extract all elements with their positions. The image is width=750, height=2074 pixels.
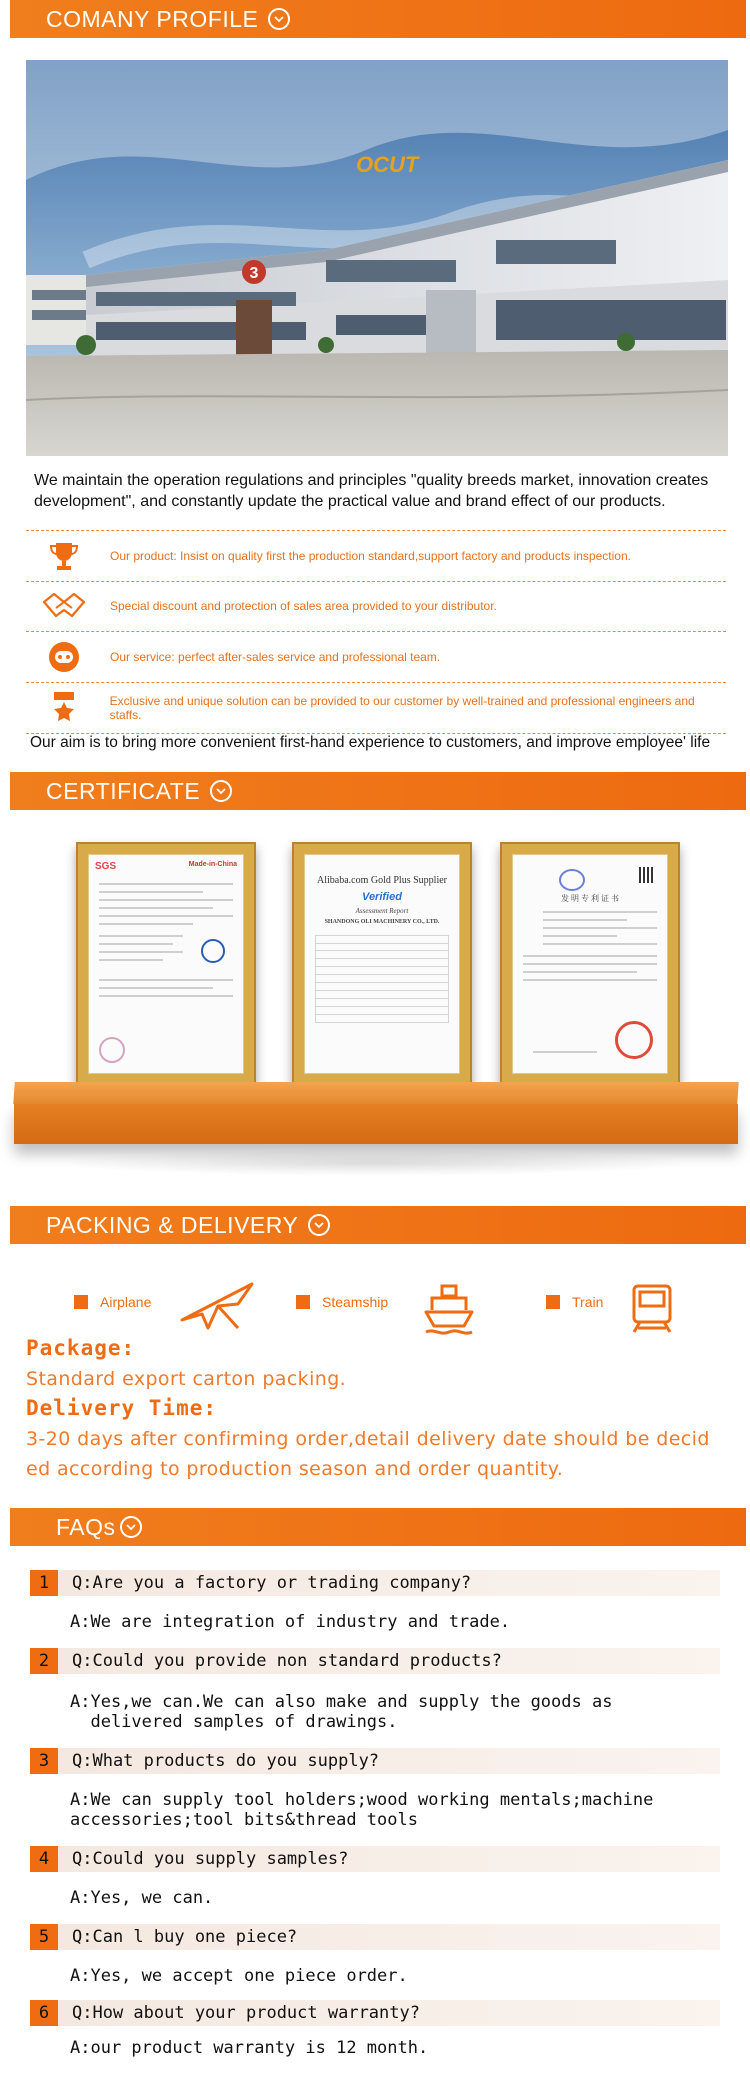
made-in-china-logo: Made-in-China (188, 861, 237, 868)
mode-label: Airplane (100, 1294, 152, 1310)
airplane-icon (178, 1280, 256, 1334)
faq-question[interactable] (30, 1924, 720, 1950)
sgs-logo: SGS (95, 861, 117, 872)
patent-title: 发 明 专 利 证 书 (561, 894, 619, 903)
bullet-square (546, 1295, 560, 1309)
certificate-header (10, 772, 746, 810)
handshake-icon (36, 586, 92, 626)
chevron-down-icon[interactable] (308, 1214, 330, 1236)
mode-label: Steamship (322, 1294, 389, 1310)
trophy-icon (36, 536, 92, 576)
chevron-down-icon[interactable] (268, 8, 290, 30)
faq-answer-line: A:Yes,we can.We can also make and supply the goods as (70, 1692, 613, 1712)
certificate-shelf (14, 820, 738, 1190)
assessment-title: Assessment Report (355, 907, 409, 915)
ship-icon (424, 1282, 474, 1336)
feature-row (26, 581, 726, 632)
faq-question[interactable] (30, 1570, 720, 1596)
faq-question-text: Q:Could you supply samples? (72, 1849, 349, 1869)
feature-row (26, 632, 726, 683)
shelf-shadow (54, 1150, 694, 1176)
feature-text: Our product: Insist on quality first the production standard,support factory and products inspection. (110, 549, 631, 563)
section-title: PACKING & DELIVERY (46, 1211, 299, 1238)
certificate-frame-sgs[interactable] (76, 842, 256, 1086)
feature-text: Special discount and protection of sales area provided to your distributor. (110, 599, 497, 613)
delivery-text-line-2: ed according to production season and order quantity. (26, 1458, 564, 1480)
faq-answer-line: A:our product warranty is 12 month. (70, 2038, 429, 2058)
certificate-frame-patent[interactable] (500, 842, 680, 1086)
faq-header (10, 1508, 746, 1546)
building-sign: OCUT (356, 152, 419, 177)
building-number: 3 (249, 265, 259, 282)
faq-answer (70, 1966, 710, 1986)
company-name: SHANDONG OLI MACHINERY CO., LTD. (324, 919, 440, 925)
faq-answer (70, 1790, 710, 1830)
faq-number: 2 (30, 1648, 58, 1674)
shelf-top (13, 1082, 739, 1104)
faq-number: 5 (30, 1924, 58, 1950)
faq-number: 6 (30, 2000, 58, 2026)
train-icon (630, 1284, 674, 1334)
factory-photo (26, 60, 728, 456)
verified-badge: Verified (362, 891, 402, 903)
faq-question[interactable] (30, 2000, 720, 2026)
faq-question-text: Q:Can l buy one piece? (72, 1927, 298, 1947)
feature-row (26, 683, 726, 734)
section-title: FAQs (56, 1513, 116, 1540)
certificate-paper (304, 854, 460, 1074)
faq-number: 1 (30, 1570, 58, 1596)
package-label: Package: (26, 1336, 136, 1360)
certificate-paper (512, 854, 668, 1074)
bullet-square (74, 1295, 88, 1309)
company-intro: We maintain the operation regulations and principles "quality breeds market, innovation creates development", and constantly update the practical value and brand effect of our products. (34, 472, 709, 510)
certificate-paper (88, 854, 244, 1074)
feature-row (26, 530, 726, 582)
faq-answer-line: delivered samples of drawings. (70, 1712, 398, 1732)
faq-answer-line: A:We can supply tool holders;wood working mentals;machine (70, 1790, 654, 1810)
delivery-label: Delivery Time: (26, 1396, 218, 1420)
faq-answer (70, 1612, 710, 1632)
faq-number: 3 (30, 1748, 58, 1774)
faq-answer (70, 1888, 710, 1908)
feature-text: Exclusive and unique solution can be provided to our customer by well-trained and professional engineers and staffs. (109, 694, 695, 722)
alibaba-heading: Alibaba.com Gold Plus Supplier (317, 875, 447, 886)
faq-question-text: Q:How about your product warranty? (72, 2003, 420, 2023)
faq-answer-line: A:Yes, we can. (70, 1888, 214, 1908)
company-profile-header (10, 0, 746, 38)
chevron-down-icon[interactable] (120, 1516, 142, 1538)
medal-icon (36, 688, 92, 728)
shelf-front (14, 1104, 738, 1144)
mode-label: Train (572, 1294, 604, 1310)
chat-service-icon (36, 637, 92, 677)
bullet-square (296, 1295, 310, 1309)
faq-question[interactable] (30, 1748, 720, 1774)
mode-steamship (296, 1294, 388, 1310)
faq-question-text: Q:What products do you supply? (72, 1751, 380, 1771)
packing-delivery-header (10, 1206, 746, 1244)
chevron-down-icon[interactable] (210, 780, 232, 802)
company-aim: Our aim is to bring more convenient first-hand experience to customers, and improve employee' life (30, 734, 711, 751)
faq-answer (70, 1692, 710, 1732)
faq-question-text: Q:Are you a factory or trading company? (72, 1573, 472, 1593)
package-text: Standard export carton packing. (26, 1368, 347, 1390)
faq-answer (70, 2038, 710, 2058)
mode-airplane (74, 1294, 151, 1310)
faq-question[interactable] (30, 1648, 720, 1674)
section-title: COMANY PROFILE (46, 5, 259, 32)
feature-text: Our service: perfect after-sales service and professional team. (110, 650, 441, 664)
delivery-text-line-1: 3-20 days after confirming order,detail delivery date should be decid (26, 1428, 710, 1450)
mode-train (546, 1294, 603, 1310)
faq-answer-line: A:Yes, we accept one piece order. (70, 1966, 408, 1986)
certificate-frame-alibaba[interactable] (292, 842, 472, 1086)
faq-answer-line: accessories;tool bits&thread tools (70, 1810, 418, 1830)
faq-answer-line: A:We are integration of industry and trade. (70, 1612, 511, 1632)
faq-number: 4 (30, 1846, 58, 1872)
section-title: CERTIFICATE (46, 777, 201, 804)
faq-question-text: Q:Could you provide non standard products? (72, 1651, 502, 1671)
faq-question[interactable] (30, 1846, 720, 1872)
